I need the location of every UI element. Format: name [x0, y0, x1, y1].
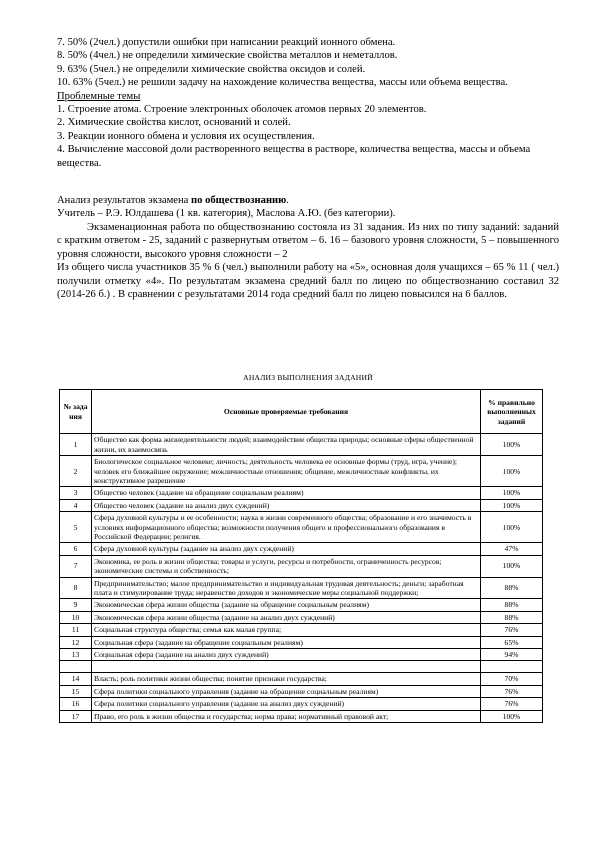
problem-topic: 2. Химические свойства кислот, оснований и солей.: [57, 117, 291, 129]
requirement-cell: Общество человек (задание на анализ двух суждений): [92, 499, 481, 511]
table-body: [60, 434, 543, 723]
task-number-cell: 5: [60, 512, 92, 543]
header-percent-correct: % правильно выполненных заданий: [481, 390, 543, 434]
table-row: [60, 543, 543, 555]
percent-cell: 100%: [481, 710, 543, 722]
task-number-cell: 14: [60, 673, 92, 685]
teachers-line: Учитель – Р.Э. Юлдашева (1 кв. категория), Маслова А.Ю. (без категории).: [57, 208, 396, 220]
problem-topic: 3. Реакции ионного обмена и условия их осуществления.: [57, 130, 315, 142]
requirement-cell: Предпринимательство; малое предпринимательство и индивидуальная трудовая деятельность; деньги; заработная плата и стимулирование труда; неравенство доходов и экономические меры социальной поддержки;: [92, 577, 481, 599]
percent-cell: 76%: [481, 698, 543, 710]
percent-cell: 47%: [481, 543, 543, 555]
exam-structure-paragraph: Экзаменационная работа по обществознанию состояла из 31 задания. Из них по типу заданий: заданий с кратким ответом - 25, заданий с развернутым ответом – 6. 16 – базового уровня сложности, 5 – повышенного уровня сложности, высокого уровня сложности – 2: [57, 221, 559, 260]
problem-topic: 4. Вычисление массовой доли растворенного вещества в растворе, количества вещества, массы и объема вещества.: [57, 144, 531, 169]
table-row: [60, 599, 543, 611]
document-page: [57, 36, 559, 723]
percent-cell: 76%: [481, 685, 543, 697]
table-row: [60, 698, 543, 710]
requirement-cell: Социальная структура общества; семья как малая группа;: [92, 624, 481, 636]
task-number-cell: 7: [60, 555, 92, 577]
result-line: 7. 50% (2чел.) допустили ошибки при написании реакций ионного обмена.: [57, 37, 396, 48]
percent-cell: 88%: [481, 577, 543, 599]
requirement-cell: [92, 661, 481, 673]
requirement-cell: Экономическая сфера жизни общества (задание на анализ двух суждений): [92, 611, 481, 623]
table-row: [60, 555, 543, 577]
requirement-cell: Сфера политики социального управления (задание на обращение социальным реалиям): [92, 685, 481, 697]
requirement-cell: Социальная сфера (задание на анализ двух суждений): [92, 649, 481, 661]
table-row: [60, 661, 543, 673]
task-number-cell: 8: [60, 577, 92, 599]
table-row: [60, 636, 543, 648]
table-row: [60, 456, 543, 487]
task-number-cell: 12: [60, 636, 92, 648]
problem-topics-heading: Проблемные темы: [57, 90, 141, 102]
table-row: [60, 649, 543, 661]
percent-cell: 100%: [481, 555, 543, 577]
task-number-cell: 3: [60, 487, 92, 499]
percent-cell: 88%: [481, 599, 543, 611]
requirement-cell: Право, его роль в жизни общества и государства; норма права; нормативный правовой акт;: [92, 710, 481, 722]
table-row: [60, 624, 543, 636]
table-row: [60, 611, 543, 623]
task-number-cell: 2: [60, 456, 92, 487]
percent-cell: 100%: [481, 499, 543, 511]
percent-cell: 70%: [481, 673, 543, 685]
problem-topic: 1. Строение атома. Строение электронных оболочек атомов первых 20 элементов.: [57, 104, 427, 116]
task-number-cell: [60, 661, 92, 673]
task-number-cell: 10: [60, 611, 92, 623]
task-number-cell: 11: [60, 624, 92, 636]
table-header-row: [60, 390, 543, 434]
table-row: [60, 434, 543, 456]
header-requirements: Основные проверяемые требования: [92, 390, 481, 434]
table-title: АНАЛИЗ ВЫПОЛНЕНИЯ ЗАДАНИЙ: [243, 373, 373, 383]
requirement-cell: Сфера духовной культуры (задание на анализ двух суждений): [92, 543, 481, 555]
requirement-cell: Общество человек (задание на обращение социальным реалиям): [92, 487, 481, 499]
percent-cell: 76%: [481, 624, 543, 636]
percent-cell: [481, 661, 543, 673]
requirement-cell: Власть; роль политики жизни общества; понятие признаки государства;: [92, 673, 481, 685]
table-row: [60, 710, 543, 722]
analysis-subject: по обществознанию: [191, 195, 287, 207]
task-number-cell: 13: [60, 649, 92, 661]
table-row: [60, 685, 543, 697]
requirement-cell: Сфера духовной культуры и ее особенности; наука в жизни современного общества; образование и его значимость в условиях информационного общества; возможности получения общего и профессионального образования в Российской Федерации; религия.: [92, 512, 481, 543]
requirement-cell: Экономика, ее роль в жизни общества; товары и услуги, ресурсы и потребности, ограниченность ресурсов; экономические системы и собственность;: [92, 555, 481, 577]
result-line: 9. 63% (5чел.) не определили химические свойства оксидов и солей.: [57, 63, 366, 75]
requirement-cell: Экономическая сфера жизни общества (задание на обращение социальным реалиям): [92, 599, 481, 611]
percent-cell: 100%: [481, 487, 543, 499]
percent-cell: 88%: [481, 611, 543, 623]
result-line: 8. 50% (4чел.) не определили химические свойства металлов и неметаллов.: [57, 50, 398, 62]
analysis-intro-end: .: [286, 195, 289, 207]
table-row: [60, 673, 543, 685]
exam-results-paragraph: Из общего числа участников 35 % 6 (чел.) выполнили работу на «5», основная доля учащихся – 65 % 11 ( чел.) получили отметку «4». По результатам экзамена средний балл по лицею по обществознанию составил 32 (2014-26 б.) . В сравнении с результатами 2014 года средний балл по лицею повысился на 6 баллов.: [57, 262, 559, 300]
result-line: 10. 63% (5чел.) не решили задачу на нахождение количества вещества, массы или объема вещества.: [57, 77, 508, 89]
table-row: [60, 499, 543, 511]
task-number-cell: 1: [60, 434, 92, 456]
percent-cell: 100%: [481, 434, 543, 456]
task-number-cell: 17: [60, 710, 92, 722]
table-row: [60, 577, 543, 599]
task-number-cell: 6: [60, 543, 92, 555]
table-row: [60, 487, 543, 499]
task-analysis-table: [59, 389, 543, 723]
task-number-cell: 15: [60, 685, 92, 697]
percent-cell: 65%: [481, 636, 543, 648]
task-number-cell: 9: [60, 599, 92, 611]
requirement-cell: Биологическое социальное человеке; личность; деятельность человека ее основные формы (труд, игра, учение); человек его ближайшее окружение; межличностные отношения; общение, межличностные конфликты, их конструктивное разрешение: [92, 456, 481, 487]
percent-cell: 100%: [481, 512, 543, 543]
requirement-cell: Общество как форма жизнедеятельности людей; взаимодействие общества природы; основные сферы общественной жизни, их взаимосвязь: [92, 434, 481, 456]
percent-cell: 100%: [481, 456, 543, 487]
analysis-intro: Анализ результатов экзамена: [57, 195, 192, 207]
requirement-cell: Сфера политики социального управления (задание на анализ двух суждений): [92, 698, 481, 710]
percent-cell: 94%: [481, 649, 543, 661]
task-number-cell: 4: [60, 499, 92, 511]
header-task-number: № зада ния: [60, 390, 92, 434]
analysis-heading: [57, 194, 559, 207]
table-row: [60, 512, 543, 543]
requirement-cell: Социальная сфера (задание на обращение социальным реалиям): [92, 636, 481, 648]
task-number-cell: 16: [60, 698, 92, 710]
